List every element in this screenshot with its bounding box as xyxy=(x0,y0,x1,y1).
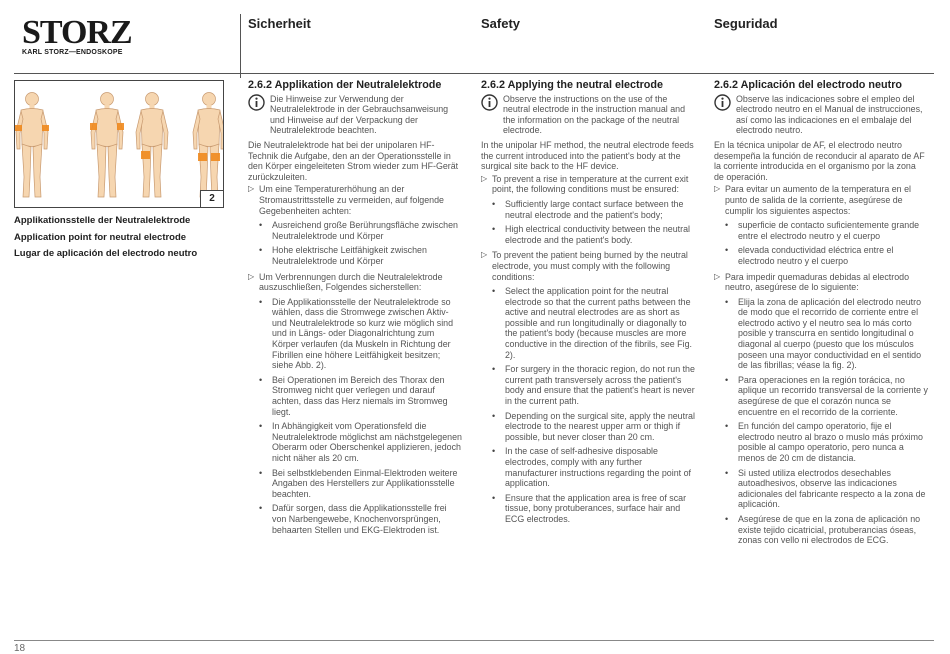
list-item: • Hohe elektrische Leitfähigkeit zwischen Neutralelektrode und Körper xyxy=(272,245,462,266)
list-item: • Si usted utiliza electrodos desechables autoadhesivos, observe las indicaciones adicionales del fabricante respecto a la zona de aplicación. xyxy=(738,468,928,510)
footer-rule xyxy=(14,640,934,641)
info-note xyxy=(248,94,462,136)
column-english xyxy=(481,80,695,525)
intro-paragraph: Die Neutralelektrode hat bei der unipolaren HF-Technik die Aufgabe, den an der Operationsstelle in den Körper eingeleiteten Strom wieder zum HF-Gerät zurückzuleiten. xyxy=(248,139,459,182)
instruction-point xyxy=(248,184,462,216)
info-text: Die Hinweise zur Verwendung der Neutralelektrode in der Gebrauchsanweisung und Hinweise auf der Verpackung der Neutralelektrode beachten. xyxy=(270,93,449,136)
instruction-point xyxy=(481,174,695,195)
list-item: • Dafür sorgen, dass die Applikationsstelle frei von Narbengewebe, Knochenvorsprüngen, behaarten Stellen und EKG-Elektroden ist. xyxy=(272,503,462,535)
list-item: • Elija la zona de aplicación del electrodo neutro de modo que el recorrido de corriente entre el electrodo activo y el neutro sea lo más corto posible y transcurra en sentido longitudinal o diagonal al cuerpo (puesto que los músculos poseen una mayor conductividad en el sentido de las fibrillas; véase la fig. 2). xyxy=(738,297,928,371)
triangle-arrow-icon: ▷ xyxy=(248,184,255,194)
list-item: • Asegúrese de que en la zona de aplicación no existe tejido cicatricial, protuberancias óseas, zonas con vello ni electrodos de ECG. xyxy=(738,514,928,546)
logo-subtitle: KARL STORZ—ENDOSKOPE xyxy=(22,49,123,56)
triangle-arrow-icon: ▷ xyxy=(481,250,488,260)
triangle-arrow-icon: ▷ xyxy=(714,271,721,281)
figure-application-points xyxy=(14,80,224,208)
condition-list xyxy=(714,297,928,546)
storz-logo xyxy=(22,14,132,56)
info-note xyxy=(481,94,695,136)
list-item: • Die Applikationsstelle der Neutralelektrode so wählen, dass die Stromwege zwischen Aktiv- und Neutralelektrode so kurz wie möglich sind und in Längs- oder Diagonalrichtung zum Körper verlaufen (da Muskeln in Richtung der Fibrillen eine höhere Leitfähigkeit besitzen; siehe Abb. 2). xyxy=(272,297,462,371)
list-item: • Bei selbstklebenden Einmal-Elektroden weitere Angaben des Herstellers zur Applikationsstelle beachten. xyxy=(272,468,462,500)
condition-list xyxy=(714,220,928,266)
list-item: • Ensure that the application area is free of scar tissue, bony protuberances, surface hair and ECG electrodes. xyxy=(505,493,695,525)
info-text: Observe las indicaciones sobre el empleo del electrodo neutro en el Manual de instrucciones, así como las indicaciones en el embalaje del electrodo neutro. xyxy=(736,93,923,136)
header-divider-vertical xyxy=(240,14,241,78)
condition-list xyxy=(248,297,462,535)
intro-paragraph: En la técnica unipolar de AF, el electrodo neutro desempeña la función de reconducir al aparato de AF la corriente introducida en el organismo por la zona de operación. xyxy=(714,139,925,182)
info-note xyxy=(714,94,928,136)
condition-list xyxy=(481,286,695,524)
instruction-point xyxy=(714,184,928,216)
instruction-point xyxy=(248,272,462,293)
instruction-text: Para impedir quemaduras debidas al electrodo neutro, asegúrese de lo siguiente: xyxy=(725,271,910,293)
instruction-text: To prevent a rise in temperature at the current exit point, the following conditions must be ensured: xyxy=(492,173,689,195)
logo-wordmark: STORZ xyxy=(22,14,132,51)
column-spanish xyxy=(714,80,928,546)
triangle-arrow-icon: ▷ xyxy=(481,173,488,183)
triangle-arrow-icon: ▷ xyxy=(714,184,721,194)
list-item: • En función del campo operatorio, fije el electrodo neutro al brazo o muslo más próximo posible al campo operatorio, pero nunca a menos de 20 cm de distancia. xyxy=(738,421,928,463)
triangle-arrow-icon: ▷ xyxy=(248,271,255,281)
section-header-es: Seguridad xyxy=(714,16,778,31)
list-item: • Sufficiently large contact surface between the neutral electrode and the patient's body; xyxy=(505,199,695,220)
figure-caption xyxy=(14,213,197,263)
list-item: • Select the application point for the neutral electrode so that the current paths between the active and neutral electrodes are as short as possible and run longitudinally or diagonally to the patient's body (because muscles are more conductive in the direction of the fibrils, see Fig. 2). xyxy=(505,286,695,360)
header-rule xyxy=(14,73,934,74)
instruction-text: Para evitar un aumento de la temperatura en el punto de salida de la corriente, asegúrese de cumplir los siguientes aspectos: xyxy=(725,184,911,216)
caption-de: Applikationsstelle der Neutralelektrode xyxy=(14,215,191,226)
section-heading: 2.6.2 Aplicación del electrodo neutro xyxy=(714,79,902,91)
condition-list xyxy=(248,220,462,266)
instruction-text: Um Verbrennungen durch die Neutralelektrode auszuschließen, Folgendes sicherstellen: xyxy=(259,271,443,293)
instruction-text: To prevent the patient being burned by the neutral electrode, you must comply with the following conditions: xyxy=(492,250,688,282)
info-icon xyxy=(481,94,503,111)
list-item: • In the case of self-adhesive disposable electrodes, comply with any further manufacturer instructions regarding the point of application. xyxy=(505,446,695,488)
section-header-de: Sicherheit xyxy=(248,16,311,31)
list-item: • Depending on the surgical site, apply the neutral electrode to the nearest upper arm or thigh if possible, but never closer than 20 cm. xyxy=(505,411,695,443)
column-german xyxy=(248,80,462,535)
caption-es: Lugar de aplicación del electrodo neutro xyxy=(14,248,198,259)
list-item: • superficie de contacto suficientemente grande entre el electrodo neutro y el cuerpo xyxy=(738,220,928,241)
list-item: • High electrical conductivity between the neutral electrode and the patient's body. xyxy=(505,224,695,245)
list-item: • For surgery in the thoracic region, do not run the current path transversely across the patient's body and ensure that the patient's heart is never in the current path. xyxy=(505,364,695,406)
list-item: • Bei Operationen im Bereich des Thorax den Stromweg nicht quer verlegen und darauf achten, dass das Herz niemals im Stromweg liegt. xyxy=(272,375,462,417)
page-number: 18 xyxy=(14,643,26,654)
instruction-point xyxy=(481,250,695,282)
section-heading: 2.6.2 Applikation der Neutralelektrode xyxy=(248,79,442,91)
condition-list xyxy=(481,199,695,245)
info-icon xyxy=(248,94,270,111)
section-header-en: Safety xyxy=(481,16,521,31)
section-heading: 2.6.2 Applying the neutral electrode xyxy=(481,79,663,91)
figure-number: 2 xyxy=(200,190,224,208)
info-text: Observe the instructions on the use of the neutral electrode in the instruction manual and the information on the package of the neutral electrode. xyxy=(503,93,686,136)
caption-en: Application point for neutral electrode xyxy=(14,231,187,243)
info-icon xyxy=(714,94,736,111)
body-figures-illustration xyxy=(15,81,223,207)
list-item: • In Abhängigkeit vom Operationsfeld die Neutralelektrode möglichst am nächstgelegenen Oberarm oder Oberschenkel applizieren, jedoch nicht näher als 20 cm. xyxy=(272,421,462,463)
instruction-text: Um eine Temperaturerhöhung an der Stromaustrittsstelle zu vermeiden, auf folgende Gegebenheiten achten: xyxy=(259,184,444,216)
list-item: • elevada conductividad eléctrica entre el electrodo neutro y el cuerpo xyxy=(738,245,928,266)
list-item: • Para operaciones en la región torácica, no aplique un recorrido transversal de la corriente y asegúrese de que el corazón nunca se encuentre en el recorrido de la corriente. xyxy=(738,375,928,417)
instruction-point xyxy=(714,272,928,293)
list-item: • Ausreichend große Berührungsfläche zwischen Neutralelektrode und Körper xyxy=(272,220,462,241)
intro-paragraph: In the unipolar HF method, the neutral electrode feeds the current introduced into the patient's body at the surgical site back to the HF device. xyxy=(481,139,694,172)
